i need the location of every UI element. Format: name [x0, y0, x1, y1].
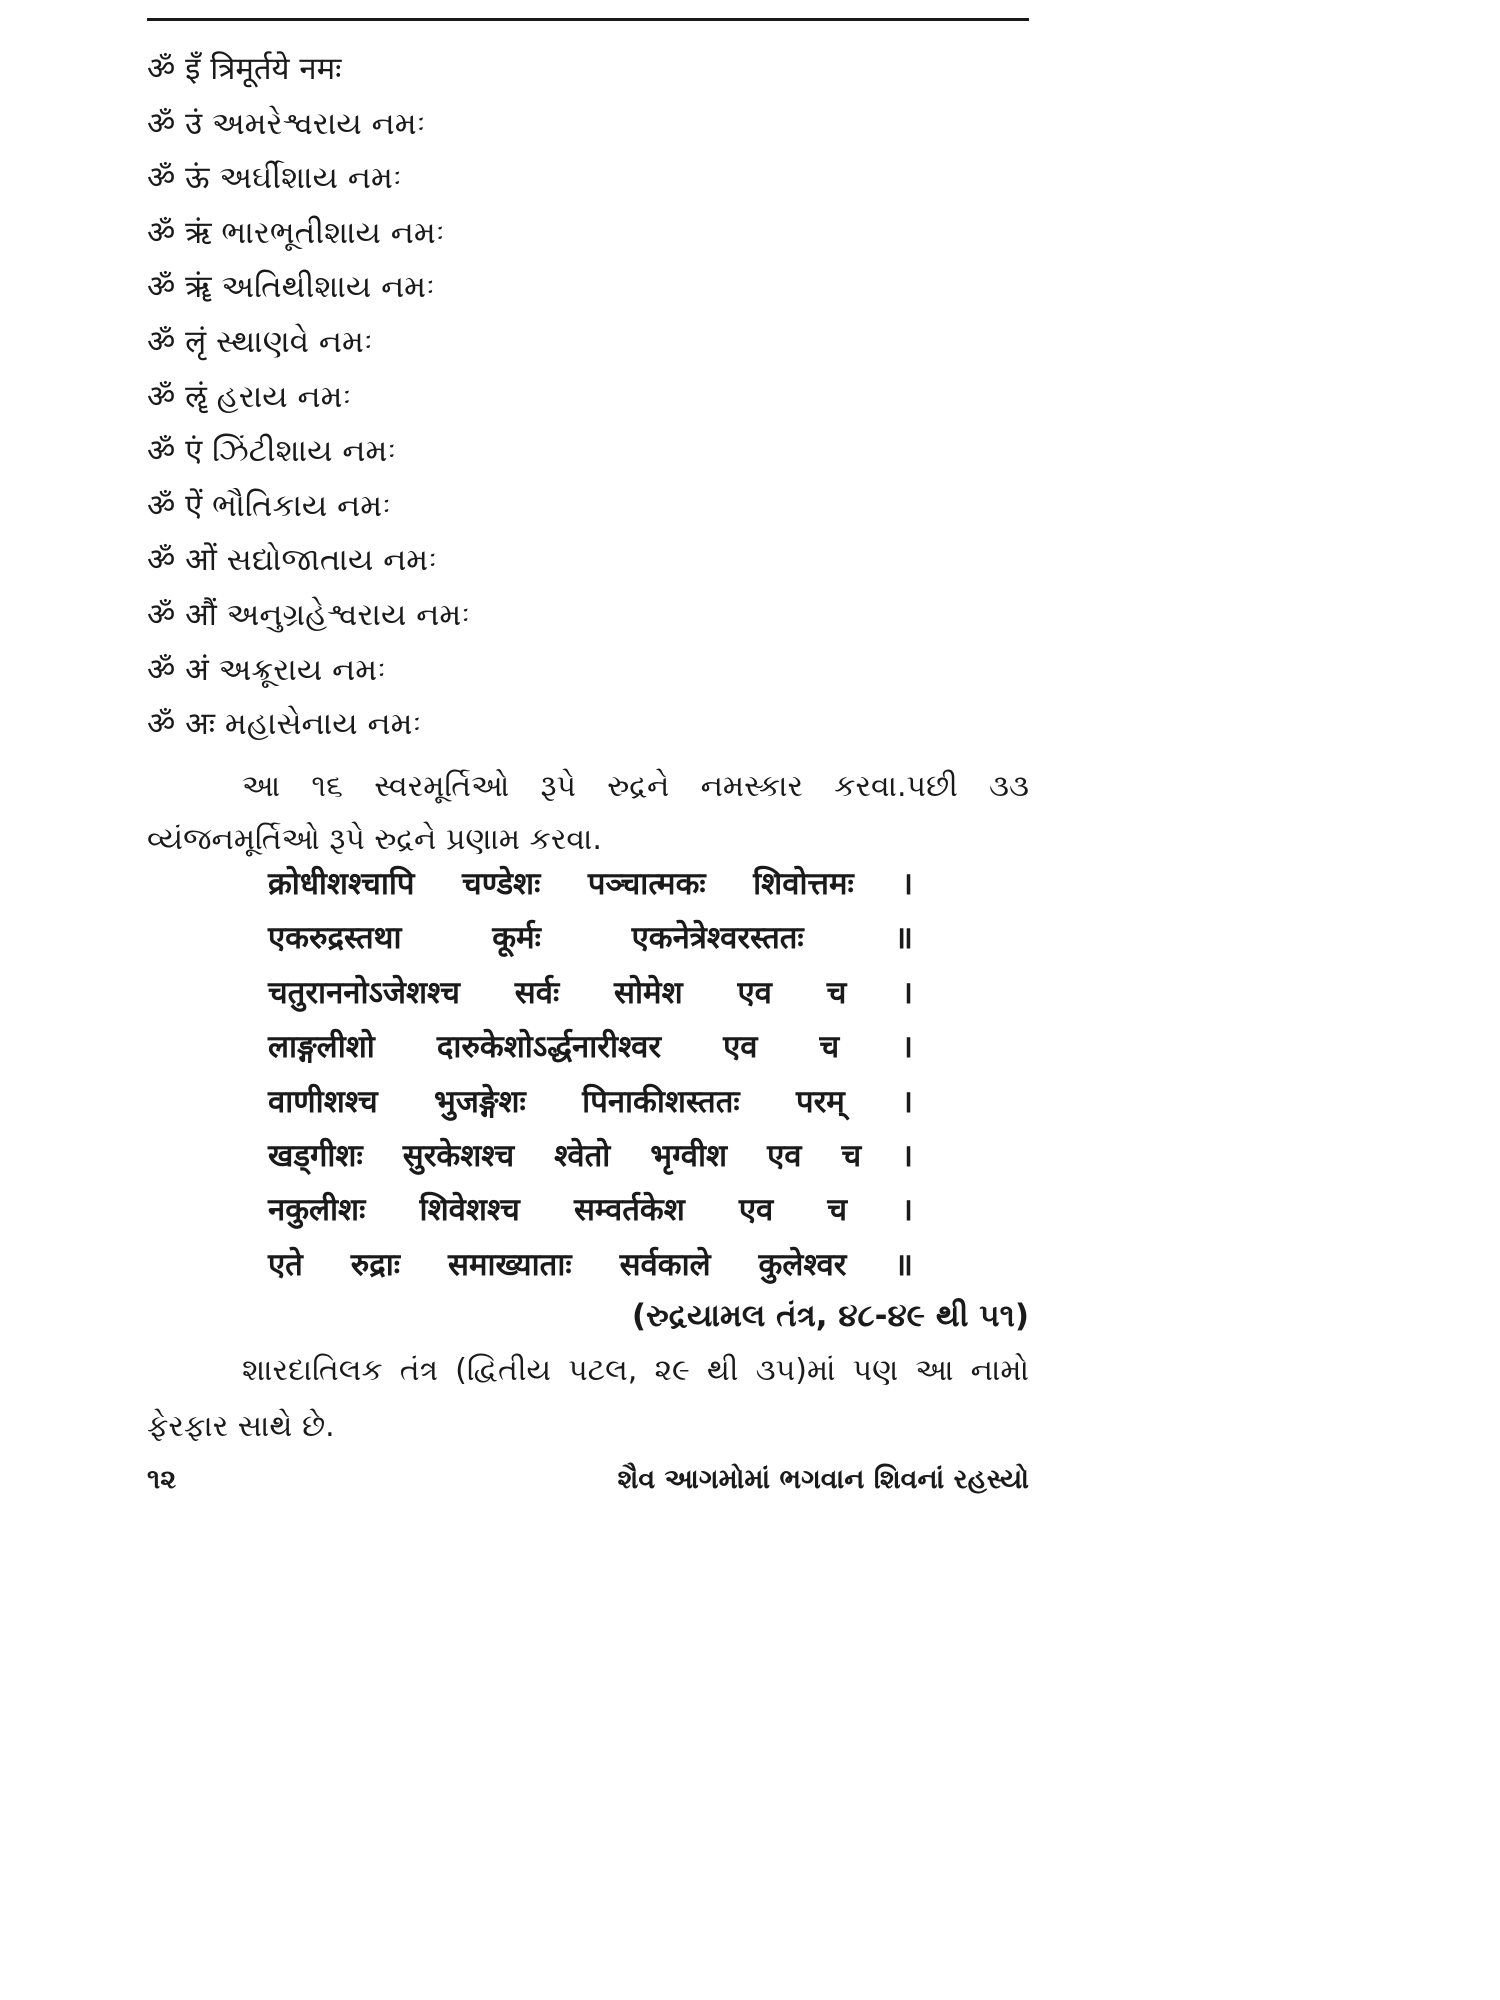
- verse-line: एकरुद्रस्तथा कूर्मः एकनेत्रेश्वरस्ततः ॥: [268, 920, 913, 957]
- mantra-line: ॐ इँ त्रिमूर्तये नमः: [147, 51, 342, 87]
- body-paragraph: શારદાતિલક તંત્ર (દ્વિતીય પટલ, ૨૯ થી ૩૫)માં પણ આ નામો ફેરફાર સાથે છે.: [147, 1353, 1029, 1444]
- verse-line: नकुलीशः शिवेशश्च सम्वर्तकेश एव च ।: [268, 1192, 913, 1229]
- mantra-list: [147, 42, 1027, 752]
- header-rule: [147, 18, 1029, 21]
- mantra-line: ॐ एं ઝિંટીશાય નમઃ: [147, 433, 397, 470]
- mantra-line: ॐ ओं સદ્યોજાતાય નમઃ: [147, 542, 438, 579]
- mantra-line: ॐ लृं સ્થાણવે નમઃ: [147, 323, 373, 360]
- mantra-line: ॐ अः મહાસેનાય નમઃ: [147, 706, 422, 743]
- sanskrit-verse: [268, 857, 913, 1292]
- mantra-line: ॐ ऊं અર્ઘીશાય નમઃ: [147, 160, 402, 197]
- mantra-line: ॐ ऋं ભારભૂતીશાય નમઃ: [147, 214, 445, 251]
- verse-line: क्रोधीशश्चापि चण्डेशः पञ्चात्मकः शिवोत्तमः ।: [268, 866, 913, 902]
- page-number: ૧૨: [147, 1464, 177, 1495]
- mantra-line: ॐ अं અક્રૂરાય નમઃ: [147, 651, 386, 688]
- body-paragraph: આ ૧૬ સ્વરમૂર્તિઓ રૂપે રુદ્રને નમસ્કાર કરવા.પછી ૩૩ વ્યંજનમૂર્તિઓ રૂપે રુદ્રને પ્રણામ કરવા.: [147, 769, 1029, 857]
- verse-line: चतुराननोऽजेशश्च सर्वः सोमेश एव च ।: [268, 974, 913, 1011]
- mantra-line: ॐ ॡं હરાય નમઃ: [147, 378, 352, 415]
- verse-citation: (રુદ્રયામલ તંત્ર, ૪૮-૪૯ થી ૫૧): [631, 1298, 1029, 1334]
- mantra-line: ॐ ऐं ભૌતિકાય નમઃ: [147, 487, 392, 524]
- running-title: શૈવ આગમોમાં ભગવાન શિવનાં રહસ્યો: [617, 1464, 1029, 1495]
- mantra-line: ॐ औं અનુગ્રહેશ્વરાય નમઃ: [147, 596, 471, 633]
- verse-line: एते रुद्राः समाख्याताः सर्वकाले कुलेश्वर ॥: [268, 1246, 913, 1283]
- verse-line: लाङ्गलीशो दारुकेशोऽर्द्धनारीश्वर एव च ।: [268, 1029, 913, 1066]
- verse-line: खड्गीशः सुरकेशश्च श्वेतो भृग्वीश एव च ।: [268, 1137, 913, 1174]
- page-footer: [147, 1464, 1029, 1504]
- mantra-line: ॐ ॠं અતિથીશાય નમઃ: [147, 269, 435, 306]
- mantra-line: ॐ उं અમરેશ્વરાય નમઃ: [147, 105, 426, 142]
- verse-line: वाणीशश्च भुजङ्गेशः पिनाकीशस्ततः परम् ।: [268, 1083, 913, 1120]
